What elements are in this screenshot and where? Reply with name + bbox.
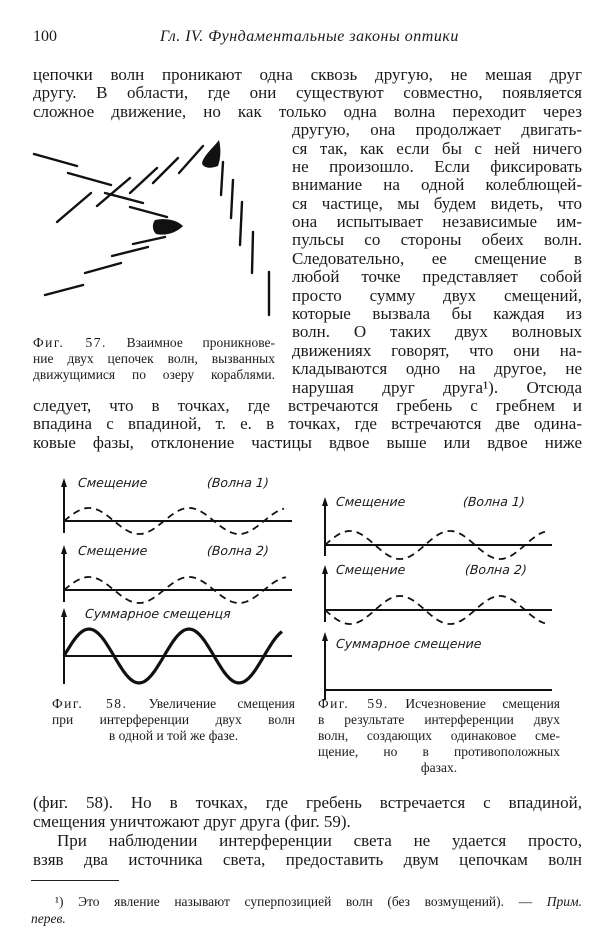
- footnote-rule: [31, 880, 119, 881]
- arrow-up-icon: [61, 478, 67, 487]
- fig59-caption: [318, 696, 560, 776]
- fig59-panel2-tag: (Волна 2): [464, 562, 528, 577]
- body-line: другу. В области, где они существуют совместно, появляется: [33, 83, 582, 102]
- body-line: просто сумму двух смещений,: [292, 286, 582, 305]
- fig58-panel1-label: Смещение: [77, 475, 148, 490]
- fig59-panel1-tag: (Волна 1): [462, 494, 526, 509]
- running-title: Гл. IV. Фундаментальные законы оптики: [160, 28, 459, 45]
- arrow-up-icon: [61, 608, 67, 617]
- footnote: [55, 893, 582, 910]
- caption-line: в одной и той же фазе.: [108, 728, 239, 743]
- body-line: Следовательно, ее смещение в: [292, 249, 582, 268]
- fig59-panel3-label: Суммарное смещение: [335, 636, 483, 651]
- body-line: волн. О таких двух волновых: [292, 322, 582, 341]
- body-line: нарушая друг друга¹). Отсюда: [292, 378, 582, 397]
- body-line: ковые фазы, отклонение частицы вдвое выше или вдвое ниже: [33, 433, 582, 452]
- body-line: кладываются одно на другое, не: [292, 359, 582, 378]
- body-line: пульсы со стороны обеих волн.: [292, 230, 582, 249]
- body-line: цепочки волн проникают одна сквозь другую, не мешая друг: [33, 65, 582, 84]
- fig59-panel2-label: Смещение: [335, 562, 406, 577]
- caption-line: Взаимное проникнове-: [126, 335, 275, 350]
- body-line: смещения уничтожают друг друга (фиг. 59).: [33, 812, 351, 831]
- caption-line: ние двух цепочек волн, вызванных: [33, 351, 275, 366]
- body-line: внимание на одной колеблющей-: [292, 175, 582, 194]
- caption-line: Исчезновение смещения: [405, 696, 560, 711]
- arrow-up-icon: [61, 545, 67, 554]
- body-line: ся так, как если бы с ней ничего: [292, 139, 582, 158]
- body-line: любой точке представляет собой: [292, 267, 582, 286]
- caption-line: волн, создающих одинаковое сме-: [318, 728, 560, 743]
- body-line: не произошло. Если фиксировать: [292, 157, 582, 176]
- caption-line: фазах.: [420, 760, 458, 775]
- fig59-label: Фиг. 59.: [318, 696, 389, 711]
- body-line: впадина с впадиной, т. е. в точках, где встречаются две одина-: [33, 414, 582, 433]
- fig58-panel3-label: Суммарное смещенця: [84, 606, 232, 621]
- footnote-note-continued: перев.: [31, 911, 66, 926]
- caption-line: в результате интерференции двух: [318, 712, 560, 727]
- caption-line: щение, но в противоположных: [318, 744, 560, 759]
- body-line: взяв два источника света, предоставить двум цепочкам волн: [33, 850, 582, 869]
- arrow-up-icon: [322, 565, 328, 574]
- body-line: которые вызвала бы каждая из: [292, 304, 582, 323]
- footnote-text: ¹) Это явление называют суперпозицией волн (без возмущений). —: [55, 894, 533, 909]
- body-line: она испытывает независимые им-: [292, 212, 582, 231]
- fig58-panel1-tag: (Волна 1): [206, 475, 270, 490]
- body-line: другую, она продолжает двигать-: [292, 120, 582, 139]
- fig58-panel2-label: Смещение: [77, 543, 148, 558]
- arrow-up-icon: [322, 632, 328, 641]
- body-line: следует, что в точках, где встречаются гребень с гребнем и: [33, 396, 582, 415]
- body-line: При наблюдении интерференции света не удается просто,: [57, 831, 582, 850]
- fig59-panel1-label: Смещение: [335, 494, 406, 509]
- body-line: (фиг. 58). Но в точках, где гребень встречается с впадиной,: [33, 793, 582, 812]
- footnote-note: Прим.: [546, 894, 582, 909]
- fig58-panel2-tag: (Волна 2): [206, 543, 270, 558]
- page-number: 100: [33, 28, 57, 45]
- body-line: сложное движение, но как только одна волна переходит через: [33, 102, 582, 121]
- fig58-caption: [52, 696, 295, 744]
- fig57-label: Фиг. 57.: [33, 335, 107, 350]
- arrow-up-icon: [322, 497, 328, 506]
- caption-line: при интерференции двух волн: [52, 712, 295, 727]
- caption-line: движущимися по озеру кораблями.: [33, 367, 275, 382]
- body-line: движениях говорят, что они на-: [292, 341, 582, 360]
- fig58-label: Фиг. 58.: [52, 696, 128, 711]
- caption-line: Увеличение смещения: [148, 696, 295, 711]
- body-line: ся частице, мы будем видеть, что: [292, 194, 582, 213]
